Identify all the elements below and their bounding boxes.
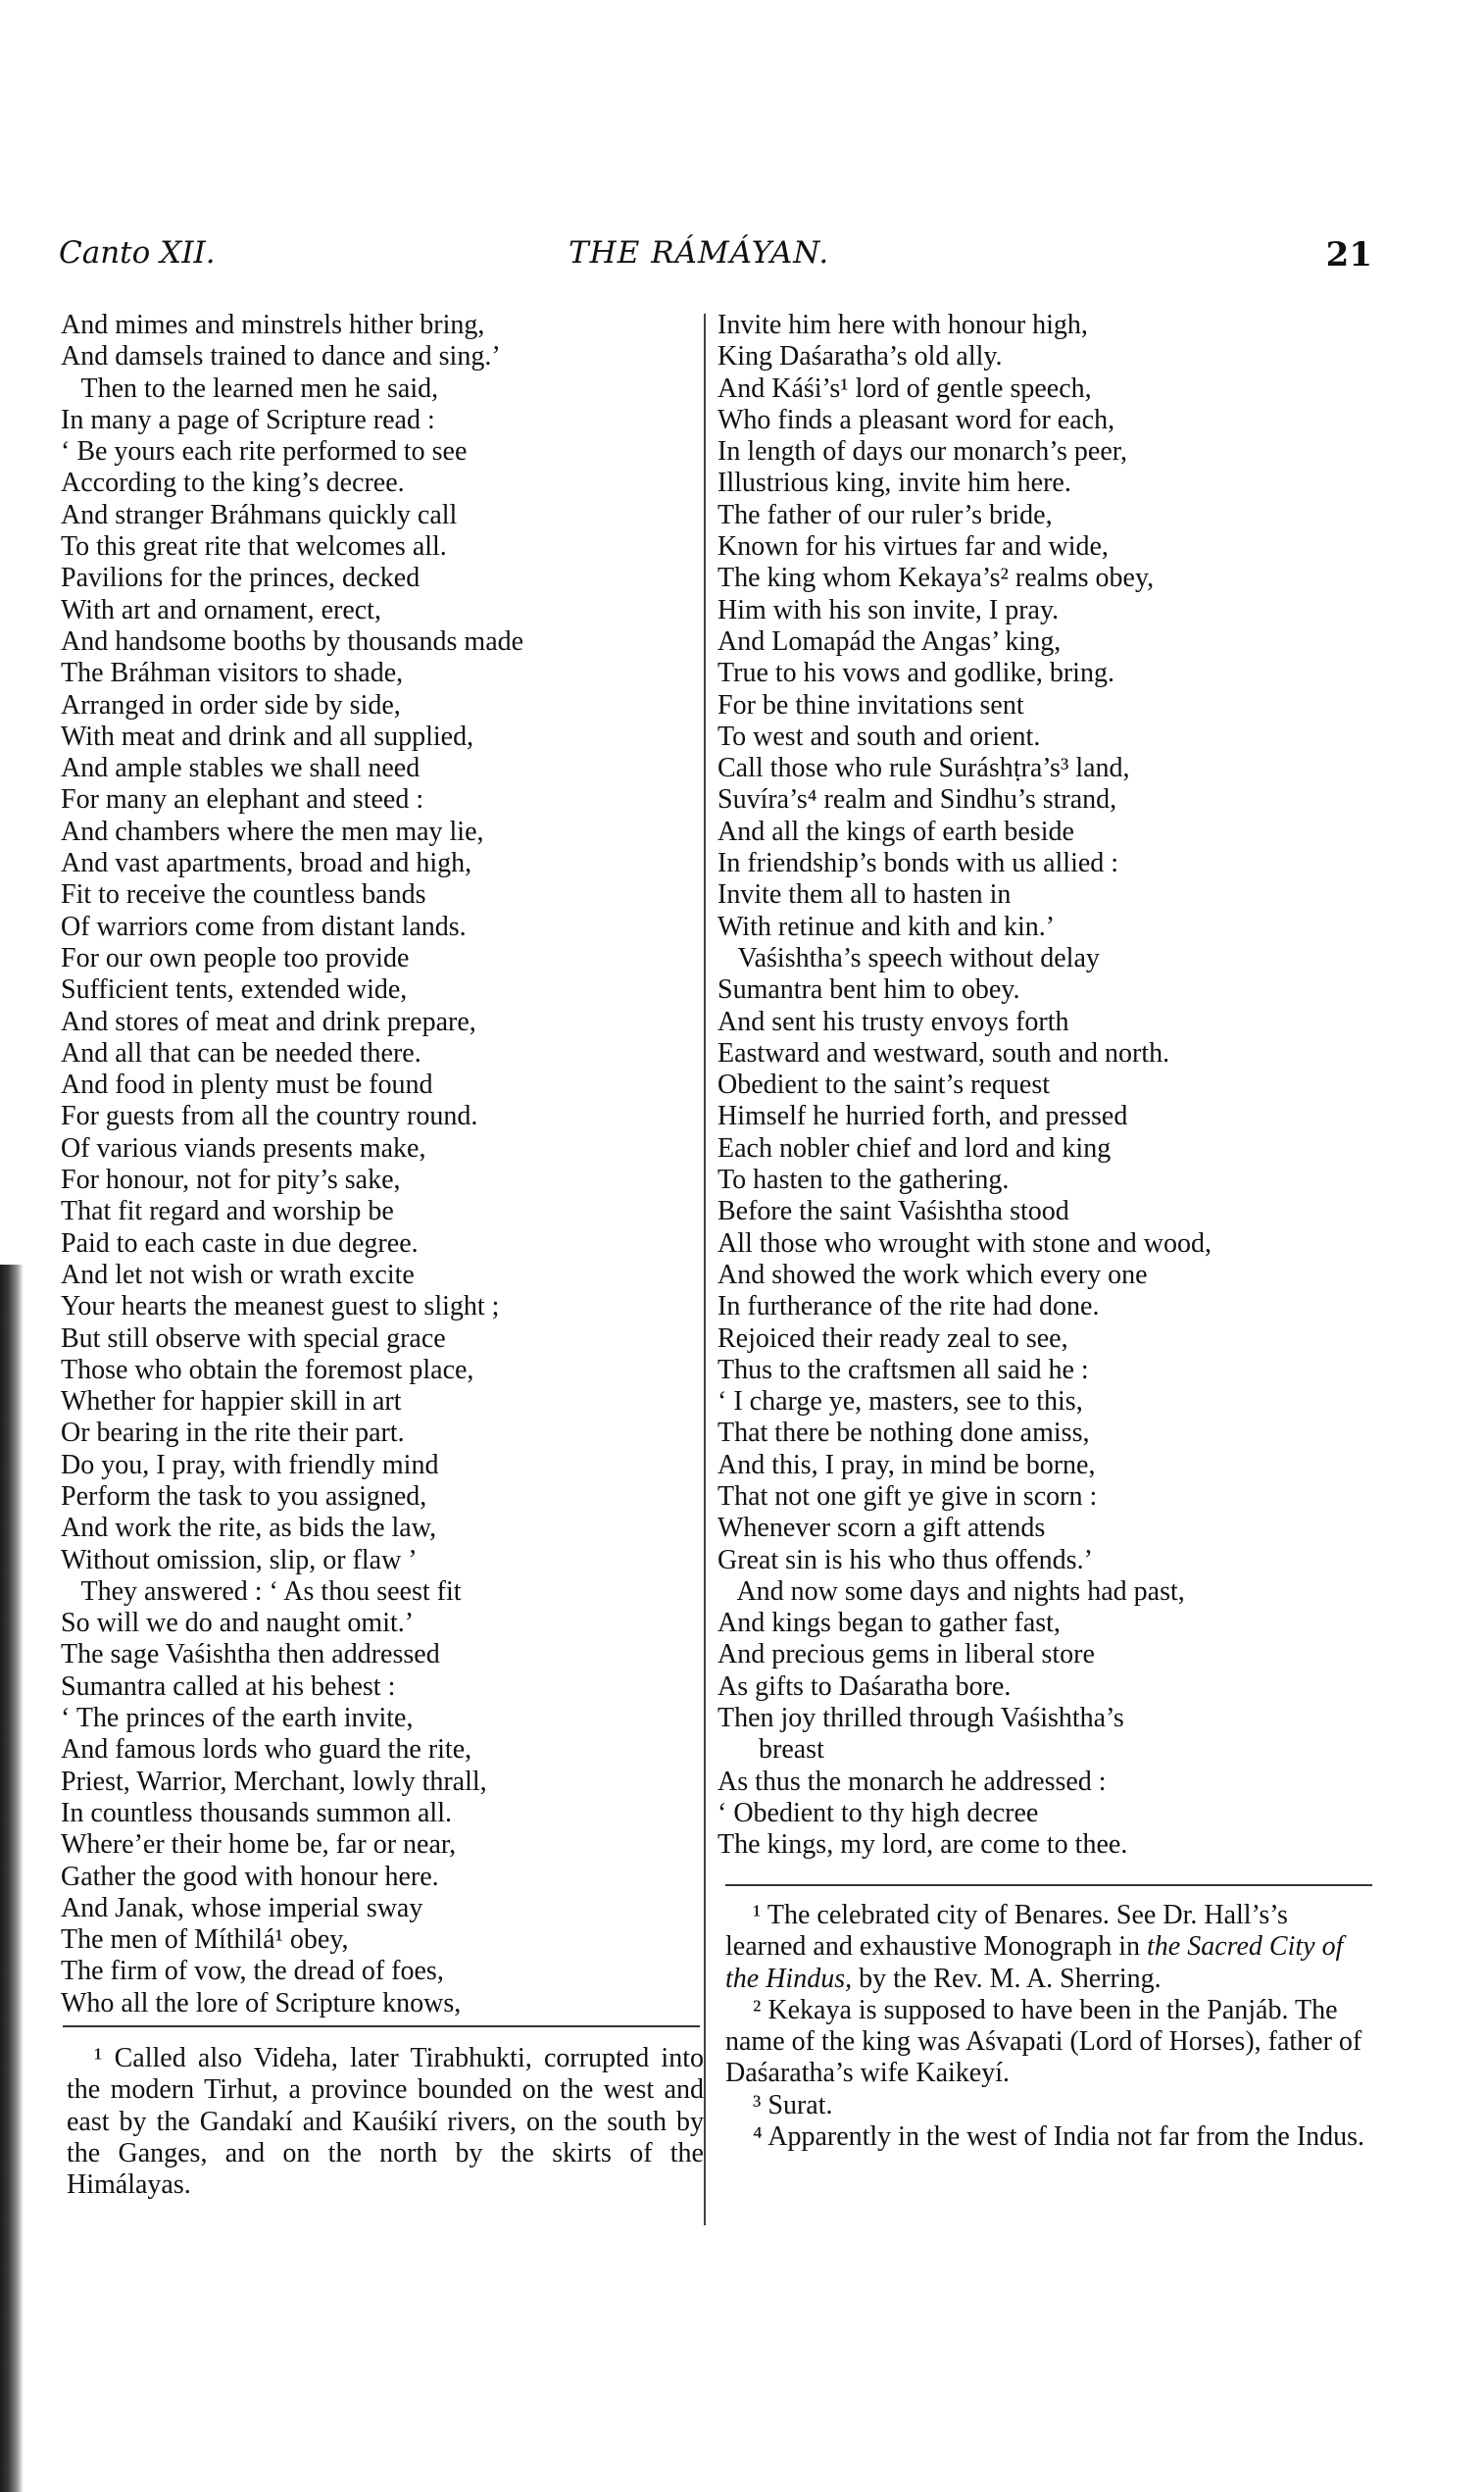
verse-line: In many a page of Scripture read : bbox=[61, 404, 435, 435]
verse-line: Who finds a pleasant word for each, bbox=[717, 404, 1115, 435]
verse-line: Rejoiced their ready zeal to see, bbox=[717, 1322, 1068, 1354]
verse-line: Your hearts the meanest guest to slight ; bbox=[61, 1291, 500, 1322]
verse-line: As thus the monarch he addressed : bbox=[717, 1766, 1107, 1797]
verse-line: They answered : ‘ As thou seest fit bbox=[61, 1575, 462, 1607]
footnote-rule-left bbox=[63, 2025, 700, 2027]
verse-line: In friendship’s bonds with us allied : bbox=[717, 848, 1119, 879]
verse-line: Sumantra called at his behest : bbox=[61, 1670, 396, 1702]
verse-line: And damsels trained to dance and sing.’ bbox=[61, 341, 501, 373]
verse-line: But still observe with special grace bbox=[61, 1322, 446, 1354]
verse-line: Arranged in order side by side, bbox=[61, 689, 401, 721]
verse-line: The firm of vow, the dread of foes, bbox=[61, 1956, 444, 1987]
verse-line: Who all the lore of Scripture knows, bbox=[61, 1987, 462, 2019]
verse-line: And kings began to gather fast, bbox=[717, 1608, 1061, 1639]
verse-line: In length of days our monarch’s peer, bbox=[717, 436, 1127, 468]
verse-line: And chambers where the men may lie, bbox=[61, 816, 484, 847]
verse-line: And all that can be needed there. bbox=[61, 1037, 421, 1069]
verse-line: The men of Míthilá¹ obey, bbox=[61, 1924, 349, 1956]
verse-line: Where’er their home be, far or near, bbox=[61, 1829, 457, 1861]
verse-line: ‘ The princes of the earth invite, bbox=[61, 1703, 414, 1734]
verse-line: And showed the work which every one bbox=[717, 1259, 1148, 1290]
verse-line: And ample stables we shall need bbox=[61, 753, 420, 784]
verse-line: Obedient to the saint’s request bbox=[717, 1070, 1051, 1101]
verse-line: The sage Vaśishtha then addressed bbox=[61, 1639, 440, 1670]
verse-line: The kings, my lord, are come to thee. bbox=[717, 1829, 1128, 1861]
verse-line: And work the rite, as bids the law, bbox=[61, 1513, 437, 1544]
running-header bbox=[59, 235, 1372, 274]
verse-line: So will we do and naught omit.’ bbox=[61, 1608, 415, 1639]
footnote-1-right: ¹ The celebrated city of Benares. See Dr. Hall’s’s learned and exhaustive Monograph in the Sacred City of the Hindus, by the Rev. M. A. Sherring. bbox=[725, 1900, 1344, 1994]
verse-line: With art and ornament, erect, bbox=[61, 594, 381, 625]
verse-line: For our own people too provide bbox=[61, 942, 410, 973]
right-verse-column bbox=[717, 310, 1372, 1862]
book-title: THE RÁMÁYAN. bbox=[569, 235, 830, 271]
verse-line: That not one gift ye give in scorn : bbox=[717, 1480, 1098, 1512]
footnote-rule-right bbox=[725, 1884, 1372, 1886]
verse-line: Sufficient tents, extended wide, bbox=[61, 974, 408, 1006]
verse-line: For many an elephant and steed : bbox=[61, 784, 424, 816]
verse-line: The Bráhman visitors to shade, bbox=[61, 658, 404, 689]
verse-line: Then joy thrilled through Vaśishtha’s bbox=[717, 1703, 1124, 1734]
verse-line: Those who obtain the foremost place, bbox=[61, 1354, 474, 1385]
verse-line: Thus to the craftsmen all said he : bbox=[717, 1354, 1089, 1385]
verse-line: All those who wrought with stone and wood, bbox=[717, 1227, 1212, 1259]
verse-line: For be thine invitations sent bbox=[717, 689, 1024, 721]
verse-line: And now some days and nights had past, bbox=[717, 1575, 1185, 1607]
verse-line: And mimes and minstrels hither bring, bbox=[61, 310, 485, 340]
verse-line: As gifts to Daśaratha bore. bbox=[717, 1670, 1012, 1702]
footnotes-right bbox=[725, 1900, 1372, 2153]
verse-line: Sumantra bent him to obey. bbox=[717, 974, 1020, 1006]
column-divider bbox=[704, 314, 706, 2225]
verse-line: Before the saint Vaśishtha stood bbox=[717, 1196, 1069, 1227]
verse-line: For honour, not for pity’s sake, bbox=[61, 1165, 401, 1196]
verse-line: ‘ Be yours each rite performed to see bbox=[61, 436, 468, 468]
verse-line: To west and south and orient. bbox=[717, 721, 1041, 752]
footnote-3-right: ³ Surat. bbox=[753, 2089, 833, 2120]
verse-line: The father of our ruler’s bride, bbox=[717, 499, 1053, 530]
verse-line: Him with his son invite, I pray. bbox=[717, 594, 1060, 625]
canto-label: Canto XII. bbox=[59, 235, 216, 271]
verse-line: Whether for happier skill in art bbox=[61, 1386, 402, 1418]
verse-line: Or bearing in the rite their part. bbox=[61, 1418, 405, 1449]
verse-line: Each nobler chief and lord and king bbox=[717, 1132, 1112, 1164]
verse-line: Fit to receive the countless bands bbox=[61, 879, 426, 911]
verse-line: Invite him here with honour high, bbox=[717, 310, 1088, 340]
verse-line: For guests from all the country round. bbox=[61, 1101, 478, 1132]
footnote-4-right: ⁴ Apparently in the west of India not far from the Indus. bbox=[753, 2121, 1365, 2153]
verse-line: Himself he hurried forth, and pressed bbox=[717, 1101, 1128, 1132]
verse-line: Call those who rule Suráshṭra’s³ land, bbox=[717, 753, 1130, 784]
verse-line: Paid to each caste in due degree. bbox=[61, 1227, 419, 1259]
footnotes-left bbox=[67, 2043, 704, 2201]
verse-line: Do you, I pray, with friendly mind bbox=[61, 1449, 439, 1480]
verse-line: And vast apartments, broad and high, bbox=[61, 848, 472, 879]
verse-line: And Janak, whose imperial sway bbox=[61, 1892, 423, 1923]
verse-line: With retinue and kith and kin.’ bbox=[717, 911, 1056, 942]
verse-line: And famous lords who guard the rite, bbox=[61, 1734, 472, 1766]
footnote-2-right: ² Kekaya is supposed to have been in the Panjáb. The name of the king was Aśvapati (Lord of Horses), father of Daśaratha’s wife Kaikeyí. bbox=[725, 1994, 1362, 2089]
verse-line: The king whom Kekaya’s² realms obey, bbox=[717, 563, 1155, 594]
verse-line: King Daśaratha’s old ally. bbox=[717, 341, 1003, 373]
verse-line: Whenever scorn a gift attends bbox=[717, 1513, 1046, 1544]
verse-line: Of various viands presents make, bbox=[61, 1132, 426, 1164]
footnote-1-left: ¹ Called also Videha, later Tirabhukti, corrupted into the modern Tirhut, a province bounded on the west and east by the Gandakí and Kauśikí rivers, on the south by the Ganges, and on the north by the skirts of the Himálayas. bbox=[67, 2043, 704, 2201]
verse-line: In furtherance of the rite had done. bbox=[717, 1291, 1100, 1322]
verse-line: Perform the task to you assigned, bbox=[61, 1480, 427, 1512]
verse-line: Without omission, slip, or flaw ’ bbox=[61, 1544, 418, 1575]
verse-line: With meat and drink and all supplied, bbox=[61, 721, 474, 752]
verse-line: And Lomapád the Angas’ king, bbox=[717, 625, 1062, 657]
verse-line: ‘ Obedient to thy high decree bbox=[717, 1797, 1039, 1828]
verse-line: Known for his virtues far and wide, bbox=[717, 531, 1109, 563]
page-binding-edge bbox=[0, 1265, 24, 2492]
verse-line: Invite them all to hasten in bbox=[717, 879, 1012, 911]
verse-line: Eastward and westward, south and north. bbox=[717, 1037, 1170, 1069]
verse-line: Pavilions for the princes, decked bbox=[61, 563, 420, 594]
verse-line: Then to the learned men he said, bbox=[61, 373, 439, 404]
verse-line: And stranger Bráhmans quickly call bbox=[61, 499, 458, 530]
verse-line: Vaśishtha’s speech without delay bbox=[717, 942, 1100, 973]
left-verse-column bbox=[61, 310, 698, 2019]
verse-line: Gather the good with honour here. bbox=[61, 1861, 439, 1892]
verse-line: And let not wish or wrath excite bbox=[61, 1259, 415, 1290]
verse-line: And handsome booths by thousands made bbox=[61, 625, 524, 657]
verse-line: Illustrious king, invite him here. bbox=[717, 468, 1071, 499]
verse-line: And sent his trusty envoys forth bbox=[717, 1006, 1069, 1037]
verse-line: And Káśi’s¹ lord of gentle speech, bbox=[717, 373, 1092, 404]
verse-line: To hasten to the gathering. bbox=[717, 1165, 1010, 1196]
verse-line: ‘ I charge ye, masters, see to this, bbox=[717, 1386, 1083, 1418]
page-number: 21 bbox=[1325, 235, 1372, 274]
verse-line: Priest, Warrior, Merchant, lowly thrall, bbox=[61, 1766, 487, 1797]
verse-line: That there be nothing done amiss, bbox=[717, 1418, 1090, 1449]
verse-line: And all the kings of earth beside bbox=[717, 816, 1074, 847]
verse-line: Suvíra’s⁴ realm and Sindhu’s strand, bbox=[717, 784, 1117, 816]
verse-line: Great sin is his who thus offends.’ bbox=[717, 1544, 1093, 1575]
verse-line: And stores of meat and drink prepare, bbox=[61, 1006, 476, 1037]
verse-line: To this great rite that welcomes all. bbox=[61, 531, 447, 563]
verse-line: And food in plenty must be found bbox=[61, 1070, 433, 1101]
verse-line: True to his vows and godlike, bring. bbox=[717, 658, 1114, 689]
verse-line: That fit regard and worship be bbox=[61, 1196, 394, 1227]
verse-line: In countless thousands summon all. bbox=[61, 1797, 452, 1828]
verse-line: And precious gems in liberal store bbox=[717, 1639, 1095, 1670]
verse-line: breast bbox=[717, 1734, 824, 1766]
verse-line: According to the king’s decree. bbox=[61, 468, 405, 499]
verse-line: And this, I pray, in mind be borne, bbox=[717, 1449, 1096, 1480]
verse-line: Of warriors come from distant lands. bbox=[61, 911, 467, 942]
